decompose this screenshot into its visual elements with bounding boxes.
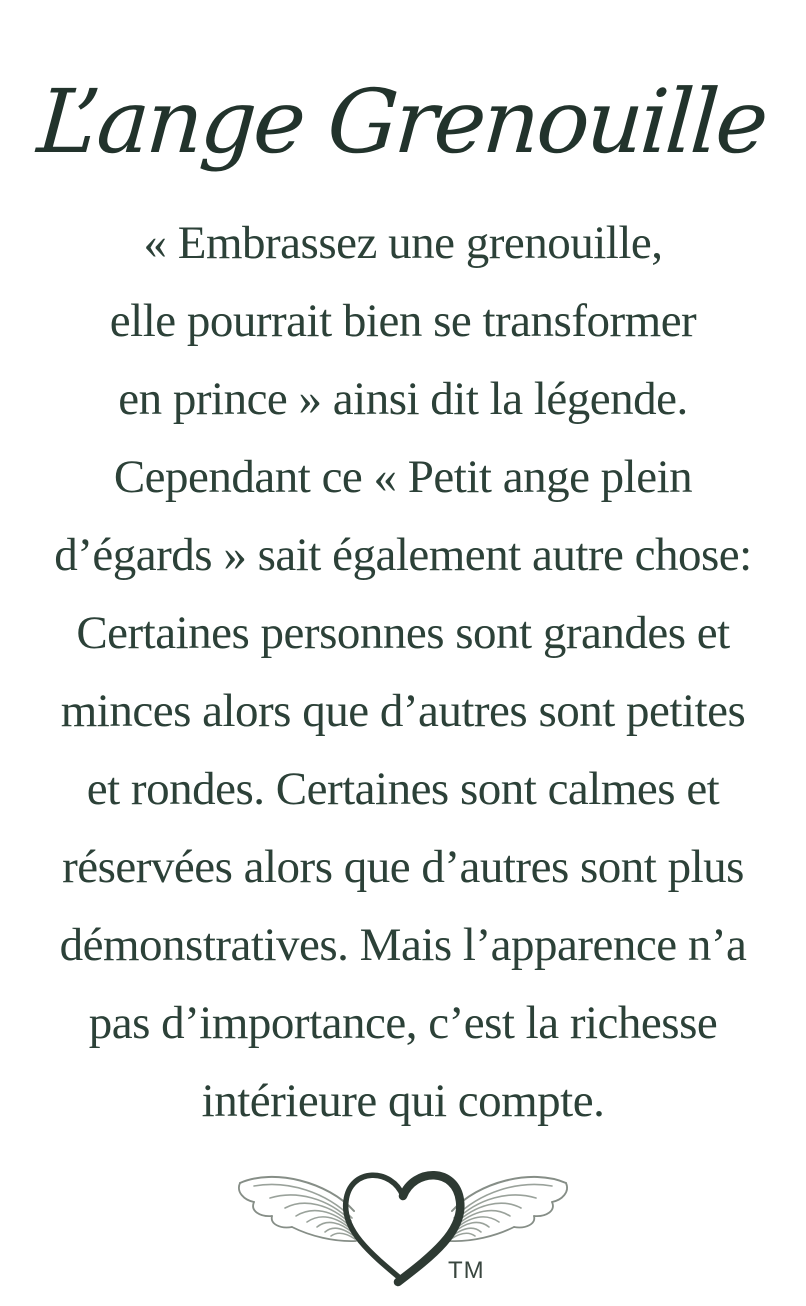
body-line-6: Certaines personnes sont grandes et	[76, 607, 730, 659]
body-line-2: elle pourrait bien se transformer	[109, 295, 697, 347]
winged-heart-logo	[0, 1156, 806, 1306]
trademark-label: TM	[448, 1257, 485, 1284]
card-title: L’ange Grenouille	[34, 70, 769, 173]
body-line-10: démonstratives. Mais l’apparence n’a	[59, 919, 747, 971]
body-line-4: Cependant ce « Petit ange plein	[113, 451, 693, 503]
body-line-9: réservées alors que d’autres sont plus	[62, 841, 744, 893]
body-line-5: d’égards » sait également autre chose:	[54, 529, 752, 581]
body-line-8: et rondes. Certaines sont calmes et	[86, 763, 720, 815]
body-line-12: intérieure qui compte.	[201, 1075, 605, 1127]
body-line-3: en prince » ainsi dit la légende.	[118, 373, 688, 425]
body-line-7: minces alors que d’autres sont petites	[60, 685, 746, 737]
body-line-11: pas d’importance, c’est la richesse	[88, 997, 718, 1049]
card-body	[0, 204, 806, 1140]
body-line-1: « Embrassez une grenouille,	[143, 217, 663, 269]
winged-heart-icon	[230, 1156, 576, 1296]
